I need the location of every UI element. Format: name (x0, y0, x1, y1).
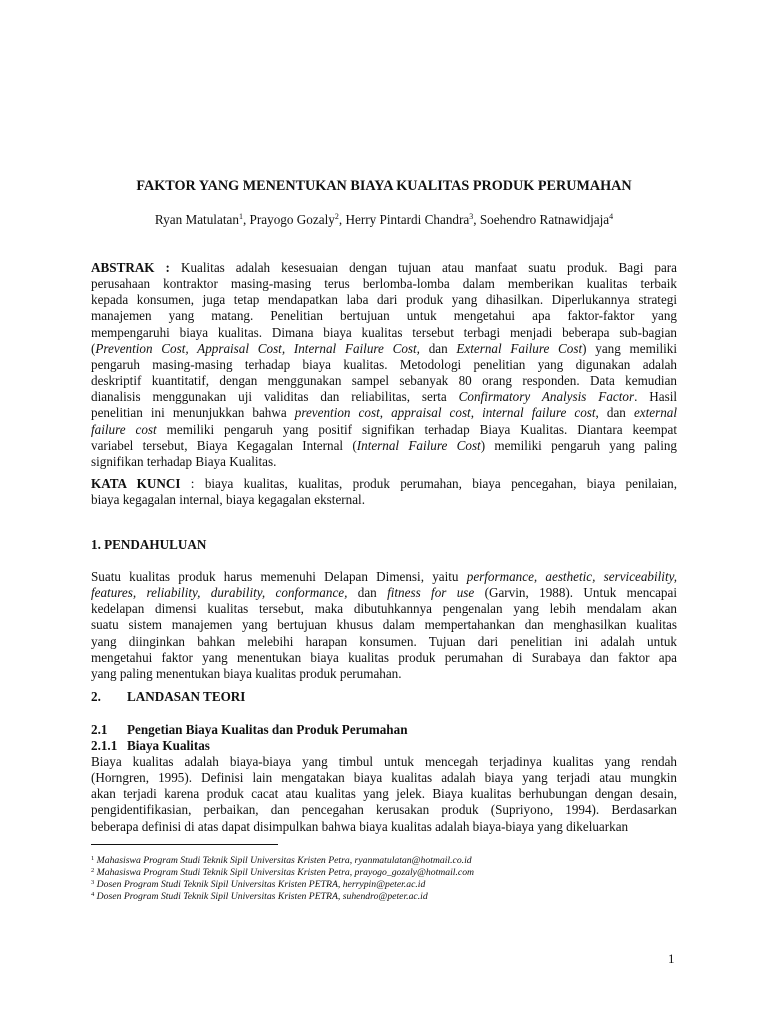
text-line: pengidentifikasian, perbaikan, dan pencegahan kerusakan produk (Supriyono, 1994). Berdasarkan (91, 802, 677, 818)
text-line: akan terjadi karena produk cacat atau kualitas yang jelek. Biaya kualitas berhubungan dengan desain, (91, 786, 677, 802)
text-line: manajemen yang matang. Penelitian bertujuan untuk mengetahui apa faktor-faktor yang (91, 308, 677, 324)
text-line: pengaruh masing-masing terhadap biaya kualitas. Metodologi penelitian yang digunakan adalah (91, 356, 677, 372)
subsection-number: 2.1.1 (91, 738, 118, 753)
section-heading-pendahuluan: 1. PENDAHULUAN (91, 537, 207, 552)
footnote: $^2$ Mahasiswa Program Studi Teknik Sipil Universitas Kristen Petra, prayogo_gozaly@hotmail.com (91, 866, 475, 878)
author: Ryan Matulatan$^1$, (154, 212, 250, 227)
text-line: Suatu kualitas produk harus memenuhi Delapan Dimensi, yaitu performance, aesthetic, serviceability, (91, 569, 677, 584)
text-line: failure cost memiliki pengaruh yang positif signifikan terhadap Biaya Kualitas. Diantara keempat (91, 421, 677, 437)
section-title: LANDASAN TEORI (127, 689, 246, 704)
text-line: yang paling menentukan biaya kualitas produk perumahan. (91, 665, 402, 681)
section-body-pendahuluan (91, 569, 677, 682)
text-line: variabel tersebut, Biaya Kegagalan Internal (Internal Failure Cost) memiliki pengaruh yang paling (91, 437, 677, 453)
author: Soehendro Ratnawidjaja$^4$ (479, 212, 614, 227)
abstract (91, 260, 677, 470)
footnote: $^1$ Mahasiswa Program Studi Teknik Sipil Universitas Kristen Petra, ryanmatulatan@hotmail.co.id (91, 855, 472, 866)
text-line: biaya kegagalan internal, biaya kegagalan eksternal. (91, 492, 365, 508)
lead-label: ABSTRAK : (91, 260, 170, 275)
text-line: beberapa definisi di atas dapat disimpulkan bahwa biaya kualitas adalah biaya-biaya yang dikeluarkan (91, 818, 629, 834)
section-number: 2. (91, 689, 101, 704)
section-heading-landasan-teori (91, 689, 677, 705)
paper-title: FAKTOR YANG MENENTUKAN BIAYA KUALITAS PRODUK PERUMAHAN (136, 178, 632, 194)
text-line: signifikan terhadap Biaya Kualitas. (91, 453, 277, 469)
subsection-title: Biaya Kualitas (127, 738, 210, 753)
page-number: 1 (668, 951, 675, 966)
text-line: dianalisis menggunakan uji validitas dan reliabilitas, serta Confirmatory Analysis Factor. Hasil (91, 389, 678, 405)
author: Herry Pintardi Chandra$^3$, (345, 212, 480, 227)
subsection-heading-2-1-1 (91, 738, 677, 754)
subsection-title: Pengetian Biaya Kualitas dan Produk Perumahan (127, 722, 408, 737)
author: Prayogo Gozaly$^2$, (249, 212, 346, 227)
text-line: (Prevention Cost, Appraisal Cost, Internal Failure Cost, dan External Failure Cost) yang memiliki (91, 340, 677, 356)
author-list (91, 212, 677, 228)
text-line: mempengaruhi biaya kualitas. Dimana biaya kualitas tersebut terbagi menjadi beberapa sub-bagian (91, 324, 677, 340)
footnote: $^4$ Dosen Program Studi Teknik Sipil Universitas Kristen PETRA, suhendro@peter.ac.id (91, 890, 428, 902)
keywords (91, 476, 677, 508)
text-line: kedelapan dimensi kualitas tersebut, maka dibutuhkannya pengenalan yang lebih mendalam akan (91, 601, 677, 617)
text-line: ABSTRAK : Kualitas adalah kesesuaian dengan tujuan atau manfaat suatu produk. Bagi para (91, 260, 677, 275)
footnote-rule (91, 844, 278, 845)
footnotes (91, 855, 691, 903)
lead-label: KATA KUNCI (91, 476, 181, 491)
text-line: Biaya kualitas adalah biaya-biaya yang timbul untuk mencegah terjadinya kualitas yang rendah (91, 754, 677, 769)
text-line: features, reliability, durability, conformance, dan fitness for use (Garvin, 1988). Untuk mencapai (91, 585, 677, 601)
text-line: suatu sistem manajemen yang bertujuan khusus dalam mempertahankan dan menghasilkan kualitas (91, 617, 677, 633)
footnote: $^3$ Dosen Program Studi Teknik Sipil Universitas Kristen PETRA, herrypin@peter.ac.id (91, 878, 426, 890)
text-line: kepada konsumen, juga tetap mendapatkan laba dari produk yang dihasilkan. Diperlukannya strategi (91, 292, 677, 308)
text-line: deskriptif kuantitatif, dengan menggunakan sampel sebanyak 80 orang responden. Data kemudian (91, 373, 677, 389)
text-line: yang diinginkan bahkan melebihi harapan konsumen. Tujuan dari penelitian ini adalah untuk (91, 633, 677, 649)
text-line: penelitian ini menunjukkan bahwa prevention cost, appraisal cost, internal failure cost, dan external (91, 405, 677, 421)
subsection-number: 2.1 (91, 722, 108, 737)
text-line: KATA KUNCI : biaya kualitas, kualitas, produk perumahan, biaya pencegahan, biaya penilaian, (91, 476, 677, 491)
text-line: perusahaan kontraktor masing-masing terus berlomba-lomba dalam memberikan kualitas terbaik (91, 276, 677, 292)
subsection-heading-2-1 (91, 722, 677, 738)
section-body-biaya-kualitas (91, 754, 677, 835)
text-line: mengetahui faktor yang menentukan biaya kualitas produk perumahan di Surabaya dan faktor apa (91, 649, 677, 665)
text-line: (Horngren, 1995). Definisi lain mengatakan biaya kualitas adalah biaya yang terjadi atau mungkin (91, 770, 677, 786)
